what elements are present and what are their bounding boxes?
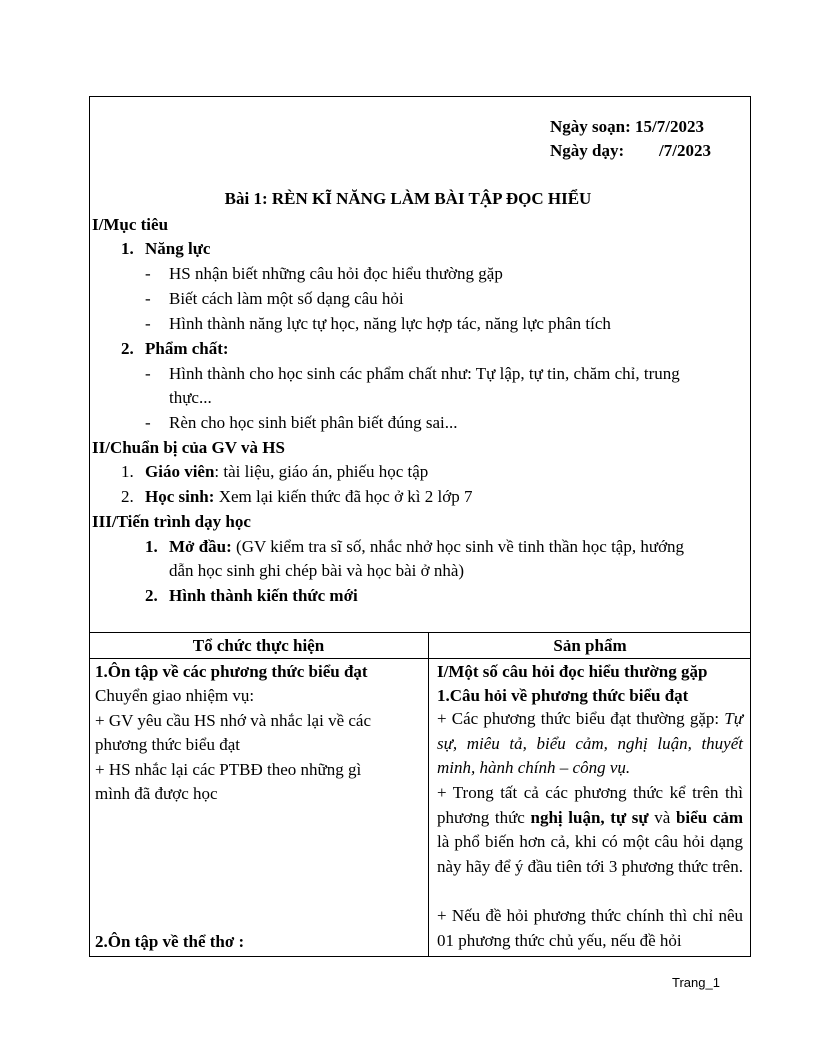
- section3-item1: [169, 537, 684, 557]
- section2-item2: [145, 487, 473, 507]
- left-heading-2: 2.Ôn tập về thể thơ :: [95, 932, 245, 951]
- section3-item1-num: 1.: [145, 537, 158, 556]
- table-header-border: [89, 658, 751, 659]
- right-paragraph-1: [437, 707, 743, 781]
- left-heading-1: 1.Ôn tập về các phương thức biểu đạt: [95, 662, 368, 681]
- section2-item1: [145, 462, 428, 482]
- p2-d: là phổ biến hơn cả, khi có một câu hỏi dạng này hãy để ý đầu tiên tới 3 phương thức trên.: [437, 832, 743, 876]
- section2-item1-num: 1.: [121, 462, 134, 481]
- bullet-dash: -: [145, 314, 151, 333]
- bullet-dash: -: [145, 264, 151, 283]
- pham-chat-bullet-1-cont: thực...: [169, 388, 212, 407]
- table-column-divider: [428, 632, 429, 957]
- ngay-day-value: /7/2023: [659, 141, 711, 160]
- section3-heading: III/Tiến trình dạy học: [92, 512, 251, 531]
- nang-luc-bullet: Hình thành năng lực tự học, năng lực hợp tác, năng lực phân tích: [169, 314, 611, 333]
- right-paragraph-3: + Nếu đề hỏi phương thức chính thì chỉ nêu 01 phương thức chủ yếu, nếu đề hỏi: [437, 906, 743, 950]
- table-top-border: [89, 632, 751, 633]
- left-line: mình đã được học: [95, 784, 218, 803]
- col-header-to-chuc: Tổ chức thực hiện: [192, 636, 325, 655]
- ngay-day-label: Ngày dạy:: [550, 141, 625, 160]
- pham-chat-bullet-1: Hình thành cho học sinh các phẩm chất như: Tự lập, tự tin, chăm chỉ, trung: [169, 364, 680, 383]
- left-line: + GV yêu cầu HS nhớ và nhắc lại về các: [95, 711, 372, 730]
- p2-a: + Trong tất cả các phương thức kể trên thì phương thức: [437, 783, 743, 827]
- left-line: phương thức biểu đạt: [95, 735, 240, 754]
- section1-heading: I/Mục tiêu: [92, 215, 169, 234]
- pham-chat-bullet-2: Rèn cho học sinh biết phân biết đúng sai...: [169, 413, 458, 432]
- section1-item1-title: Năng lực: [145, 239, 211, 258]
- p2-c: và: [648, 807, 676, 827]
- nang-luc-bullet: Biết cách làm một số dạng câu hỏi: [169, 289, 404, 308]
- section2-heading: II/Chuẩn bị của GV và HS: [92, 438, 285, 457]
- giao-vien-label: Giáo viên: [145, 462, 215, 481]
- section1-item2-title: Phẩm chất:: [145, 339, 229, 358]
- mo-dau-text-cont: dẫn học sinh ghi chép bài và học bài ở nhà): [169, 561, 465, 580]
- p2-bold-1: nghị luận, tự sự: [530, 807, 649, 827]
- ngay-soan: Ngày soạn: 15/7/2023: [550, 117, 704, 136]
- hoc-sinh-label: Học sinh:: [145, 487, 215, 506]
- section1-item1-num: 1.: [121, 239, 134, 258]
- left-line: + HS nhắc lại các PTBĐ theo những gì: [95, 760, 362, 779]
- right-paragraph-2: [437, 781, 743, 879]
- bullet-dash: -: [145, 364, 151, 383]
- p2-bold-2: biểu cảm: [675, 807, 743, 827]
- section3-item2-num: 2.: [145, 586, 158, 605]
- lesson-title: Bài 1: RÈN KĨ NĂNG LÀM BÀI TẬP ĐỌC HIỂU: [224, 189, 592, 208]
- col-header-san-pham: Sản phẩm: [553, 636, 627, 655]
- p1-italic: Tự sự, miêu tả, biểu cảm, nghị luận, thuyết minh, hành chính – công vụ.: [437, 709, 743, 777]
- section3-item2-title: Hình thành kiến thức mới: [169, 586, 358, 605]
- left-line: Chuyển giao nhiệm vụ:: [95, 686, 255, 705]
- section1-item2-num: 2.: [121, 339, 134, 358]
- bullet-dash: -: [145, 289, 151, 308]
- giao-vien-text: : tài liệu, giáo án, phiếu học tập: [214, 462, 429, 481]
- bullet-dash: -: [145, 413, 151, 432]
- mo-dau-text: (GV kiểm tra sĩ số, nhắc nhở học sinh về tinh thần học tập, hướng: [231, 537, 685, 556]
- section2-item2-num: 2.: [121, 487, 134, 506]
- page-number: Trang_1: [672, 975, 720, 990]
- right-heading-1: I/Một số câu hỏi đọc hiểu thường gặp: [437, 662, 708, 681]
- nang-luc-bullet: HS nhận biết những câu hỏi đọc hiểu thường gặp: [169, 264, 503, 283]
- hoc-sinh-text: Xem lại kiến thức đã học ở kì 2 lớp 7: [214, 487, 473, 506]
- p1-text: + Các phương thức biểu đạt thường gặp:: [437, 709, 725, 728]
- right-heading-2: 1.Câu hỏi về phương thức biểu đạt: [437, 686, 689, 705]
- mo-dau-label: Mở đầu:: [169, 537, 232, 556]
